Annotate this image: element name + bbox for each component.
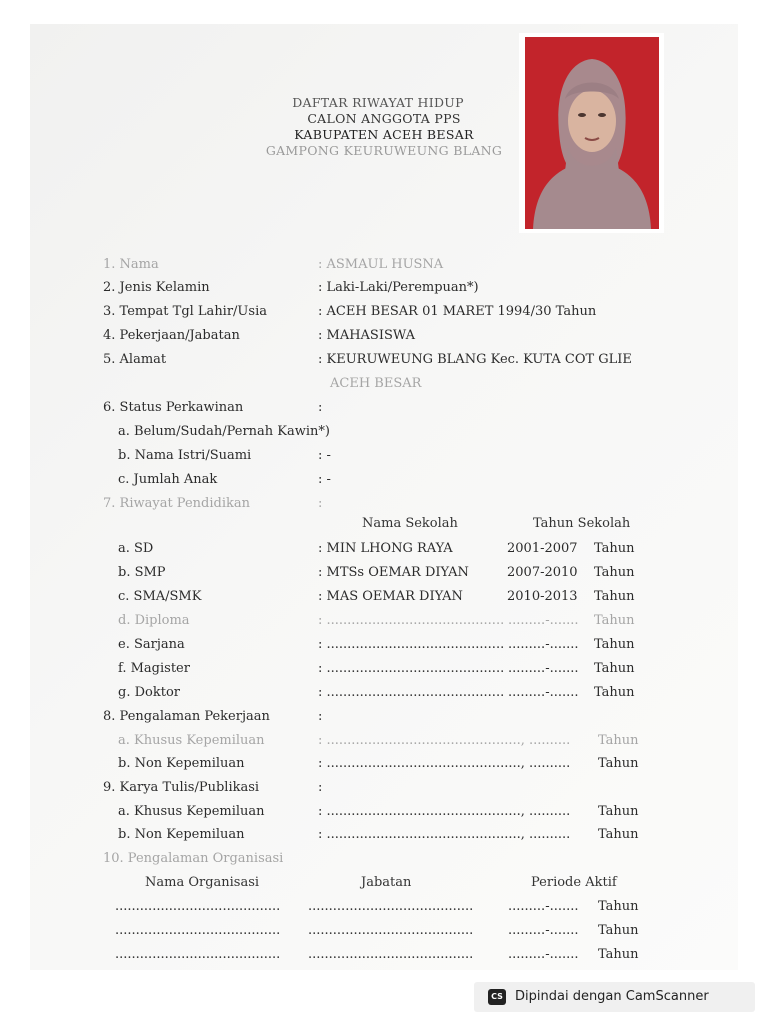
education-row-unit: Tahun (594, 541, 635, 556)
work-colon: : (318, 709, 323, 724)
education-row-school: : MTSs OEMAR DIYAN (318, 565, 469, 580)
education-row-unit: Tahun (594, 613, 635, 628)
education-row-label: e. Sarjana (118, 637, 185, 652)
camscanner-watermark (474, 982, 755, 1012)
publication-colon: : (318, 780, 323, 795)
field-label-address: 5. Alamat (103, 352, 167, 367)
education-row-years: .........-....... (508, 637, 579, 652)
status-label-c: c. Jumlah Anak (118, 472, 218, 487)
doc-subtitle: CALON ANGGOTA PPS (307, 111, 461, 126)
field-value-gender: : Laki-Laki/Perempuan*) (318, 280, 479, 295)
education-row-unit: Tahun (594, 565, 635, 580)
camscanner-text: Dipindai dengan CamScanner (515, 989, 709, 1004)
education-row-unit: Tahun (594, 637, 635, 652)
organization-label: 10. Pengalaman Organisasi (103, 851, 284, 866)
field-label-birth: 3. Tempat Tgl Lahir/Usia (103, 304, 267, 319)
education-row-school: : ........................................... (318, 637, 505, 652)
field-value-address-line2: ACEH BESAR (330, 376, 422, 391)
field-value-job: : MAHASISWA (318, 328, 415, 343)
profile-photo (519, 33, 664, 233)
education-row-unit: Tahun (594, 685, 635, 700)
education-col-years: Tahun Sekolah (533, 516, 631, 531)
education-row-school: : ........................................... (318, 661, 505, 676)
education-colon: : (318, 496, 323, 511)
education-row-years: .........-....... (508, 685, 579, 700)
education-row-label: g. Doktor (118, 685, 180, 700)
organization-row-position: ........................................ (308, 899, 474, 914)
doc-village: GAMPONG KEURUWEUNG BLANG (265, 143, 503, 158)
organization-row-period: .........-....... (508, 947, 579, 962)
field-value-birth: : ACEH BESAR 01 MARET 1994/30 Tahun (318, 304, 597, 319)
education-label: 7. Riwayat Pendidikan (103, 496, 250, 511)
organization-row-unit: Tahun (598, 923, 639, 938)
publication-row-label: b. Non Kepemiluan (118, 827, 245, 842)
publication-row-label: a. Khusus Kepemiluan (118, 804, 265, 819)
status-option-a: a. Belum/Sudah/Pernah Kawin*) (118, 424, 330, 439)
work-row-unit: Tahun (598, 733, 639, 748)
organization-row-position: ........................................ (308, 947, 474, 962)
work-row-unit: Tahun (598, 756, 639, 771)
education-row-years: 2010-2013 (507, 589, 578, 604)
doc-region: KABUPATEN ACEH BESAR (294, 127, 474, 142)
field-label-nama: 1. Nama (103, 257, 159, 272)
publication-row-unit: Tahun (598, 827, 639, 842)
work-row-dots: : ..............................................., .......... (318, 733, 571, 748)
status-label-b: b. Nama Istri/Suami (118, 448, 252, 463)
organization-row-unit: Tahun (598, 947, 639, 962)
status-value-b: : - (318, 448, 331, 463)
education-row-school: : MAS OEMAR DIYAN (318, 589, 463, 604)
education-row-label: b. SMP (118, 565, 166, 580)
publication-row-dots: : ..............................................., .......... (318, 804, 571, 819)
education-row-unit: Tahun (594, 589, 635, 604)
organization-row-period: .........-....... (508, 899, 579, 914)
education-row-school: : MIN LHONG RAYA (318, 541, 453, 556)
education-col-school: Nama Sekolah (362, 516, 458, 531)
organization-row-name: ........................................ (115, 899, 281, 914)
education-row-school: : ........................................... (318, 685, 505, 700)
organization-row-unit: Tahun (598, 899, 639, 914)
camscanner-logo: CS (488, 989, 506, 1005)
doc-title: DAFTAR RIWAYAT HIDUP (292, 95, 464, 110)
organization-col-name: Nama Organisasi (145, 875, 260, 890)
work-label: 8. Pengalaman Pekerjaan (103, 709, 270, 724)
work-row-dots: : ..............................................., .......... (318, 756, 571, 771)
organization-col-period: Periode Aktif (531, 875, 617, 890)
organization-row-name: ........................................ (115, 923, 281, 938)
organization-col-position: Jabatan (361, 875, 412, 890)
field-label-gender: 2. Jenis Kelamin (103, 280, 210, 295)
education-row-years: 2007-2010 (507, 565, 578, 580)
publication-row-dots: : ..............................................., .......... (318, 827, 571, 842)
education-row-years: .........-....... (508, 613, 579, 628)
education-row-label: d. Diploma (118, 613, 190, 628)
publication-label: 9. Karya Tulis/Publikasi (103, 780, 260, 795)
status-colon: : (318, 400, 323, 415)
status-value-c: : - (318, 472, 331, 487)
education-row-label: c. SMA/SMK (118, 589, 202, 604)
education-row-label: a. SD (118, 541, 154, 556)
education-row-label: f. Magister (118, 661, 190, 676)
education-row-years: .........-....... (508, 661, 579, 676)
organization-row-period: .........-....... (508, 923, 579, 938)
field-value-address: : KEURUWEUNG BLANG Kec. KUTA COT GLIE (318, 352, 632, 367)
publication-row-unit: Tahun (598, 804, 639, 819)
organization-row-position: ........................................ (308, 923, 474, 938)
education-row-years: 2001-2007 (507, 541, 578, 556)
organization-row-name: ........................................ (115, 947, 281, 962)
work-row-label: a. Khusus Kepemiluan (118, 733, 265, 748)
work-row-label: b. Non Kepemiluan (118, 756, 245, 771)
field-label-job: 4. Pekerjaan/Jabatan (103, 328, 240, 343)
status-label: 6. Status Perkawinan (103, 400, 244, 415)
education-row-unit: Tahun (594, 661, 635, 676)
field-value-nama: : ASMAUL HUSNA (318, 257, 444, 272)
education-row-school: : ........................................... (318, 613, 505, 628)
